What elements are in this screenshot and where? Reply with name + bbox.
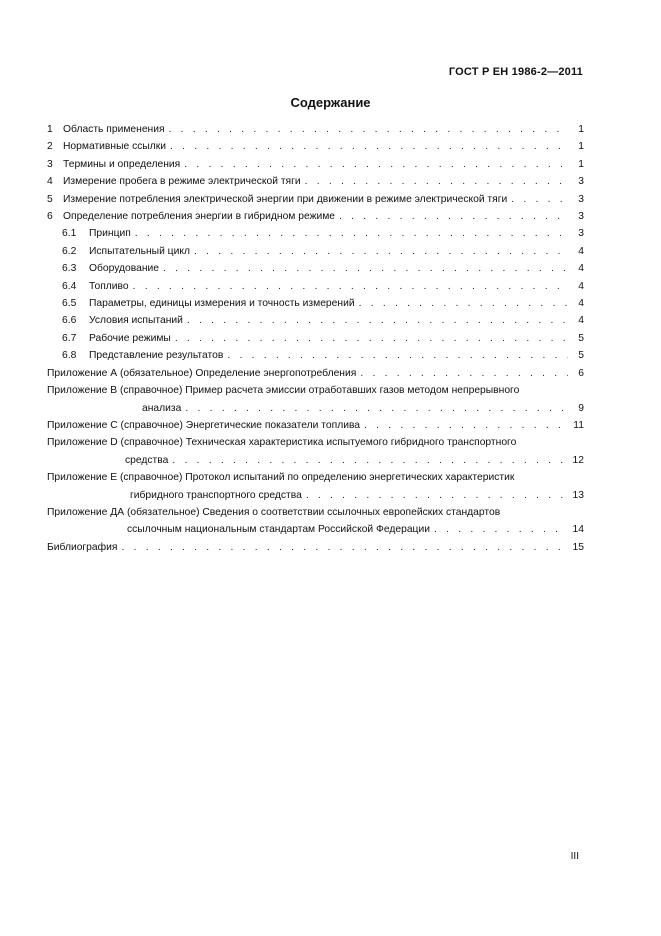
table-of-contents (47, 121, 584, 556)
toc-appendix-da[interactable] (47, 504, 584, 539)
toc-appendix-title: Приложение Е (справочное) Протокол испытаний по определению энергетических характеристик (47, 472, 515, 484)
toc-item-page: 4 (578, 245, 584, 257)
toc-appendix-title-cont: ссылочным национальным стандартам Российской Федерации (127, 524, 430, 536)
dot-leader (163, 260, 568, 277)
toc-item-title: Условия испытаний (89, 315, 183, 327)
toc-item-title: Измерение потребления электрической энергии при движении в режиме электрической тяги (63, 193, 508, 205)
toc-item-number: 2 (47, 141, 53, 153)
dot-leader (175, 330, 568, 347)
toc-appendix-page: 12 (572, 454, 584, 466)
toc-item-title: Термины и определения (63, 158, 181, 170)
toc-item-5[interactable] (47, 191, 584, 208)
toc-item-6-8[interactable] (47, 347, 584, 364)
toc-item-6-4[interactable] (47, 278, 584, 295)
toc-item-6[interactable] (47, 208, 584, 225)
toc-item-2[interactable] (47, 138, 584, 155)
dot-leader (170, 138, 568, 155)
dot-leader (169, 121, 568, 138)
toc-item-page: 4 (578, 298, 584, 310)
page-number: III (570, 851, 579, 862)
toc-appendix-title-cont: средства (125, 454, 169, 466)
toc-item-page: 4 (578, 263, 584, 275)
toc-appendix-page: 14 (572, 524, 584, 536)
toc-bibliography-page: 15 (572, 541, 584, 553)
toc-item-number: 6.1 (62, 228, 77, 240)
dot-leader (306, 487, 568, 504)
toc-item-number: 6.5 (62, 298, 77, 310)
dot-leader (434, 521, 568, 538)
toc-item-6-2[interactable] (47, 243, 584, 260)
toc-item-6-1[interactable] (47, 225, 584, 242)
toc-item-page: 4 (578, 315, 584, 327)
toc-item-page: 5 (578, 332, 584, 344)
toc-item-title: Испытательный цикл (89, 245, 190, 257)
dot-leader (360, 365, 568, 382)
toc-appendix-title: Приложение А (обязательное) Определение энергопотребления (47, 367, 357, 379)
toc-item-title: Определение потребления энергии в гибридном режиме (63, 211, 336, 223)
toc-item-title: Представление результатов (89, 350, 224, 362)
toc-item-1[interactable] (47, 121, 584, 138)
toc-item-title: Принцип (89, 228, 131, 240)
dot-leader (121, 539, 568, 556)
toc-item-number: 6.3 (62, 263, 77, 275)
toc-item-6-3[interactable] (47, 260, 584, 277)
toc-appendix-title: Приложение С (справочное) Энергетические показатели топлива (47, 419, 361, 431)
toc-item-6-5[interactable] (47, 295, 584, 312)
toc-appendix-title-cont: гибридного транспортного средства (130, 489, 302, 501)
dot-leader (187, 312, 568, 329)
toc-item-title: Измерение пробега в режиме электрической тяги (63, 176, 301, 188)
toc-item-6-7[interactable] (47, 330, 584, 347)
toc-appendix-page: 13 (572, 489, 584, 501)
dot-leader (359, 295, 568, 312)
toc-appendix-e[interactable] (47, 469, 584, 504)
dot-leader (135, 225, 568, 242)
dot-leader (305, 173, 568, 190)
toc-bibliography[interactable] (47, 539, 584, 556)
toc-bibliography-title: Библиография (47, 541, 118, 553)
toc-item-page: 1 (578, 158, 584, 170)
document-code: ГОСТ Р ЕН 1986-2—2011 (448, 66, 583, 78)
toc-item-number: 6 (47, 211, 53, 223)
dot-leader (184, 156, 568, 173)
toc-appendix-d[interactable] (47, 434, 584, 469)
dot-leader (194, 243, 568, 260)
toc-item-number: 6.6 (62, 315, 77, 327)
toc-item-title: Область применения (63, 124, 165, 135)
toc-item-page: 3 (578, 211, 584, 223)
dot-leader (185, 400, 568, 417)
toc-item-title: Рабочие режимы (89, 332, 171, 344)
dot-leader (364, 417, 568, 434)
toc-item-6-6[interactable] (47, 312, 584, 329)
toc-item-page: 1 (578, 141, 584, 153)
dot-leader (227, 347, 568, 364)
toc-item-number: 6.8 (62, 350, 77, 362)
toc-item-4[interactable] (47, 173, 584, 190)
toc-item-page: 3 (578, 193, 584, 205)
toc-appendix-title: Приложение ДА (обязательное) Сведения о соответствии ссылочных европейских стандартов (47, 506, 501, 518)
toc-item-page: 4 (578, 280, 584, 292)
toc-item-number: 5 (47, 193, 53, 205)
toc-item-3[interactable] (47, 156, 584, 173)
toc-item-page: 5 (578, 350, 584, 362)
dot-leader (511, 191, 568, 208)
toc-appendix-title: Приложение D (справочное) Техническая характеристика испытуемого гибридного транспортного (47, 437, 517, 449)
toc-item-page: 3 (578, 228, 584, 240)
toc-item-title: Параметры, единицы измерения и точность измерений (89, 298, 355, 310)
toc-appendix-b[interactable] (47, 382, 584, 417)
toc-appendix-c[interactable] (47, 417, 584, 434)
toc-item-number: 4 (47, 176, 53, 188)
toc-appendix-title: Приложение В (справочное) Пример расчета эмиссии отработавших газов методом непрерывного (47, 385, 520, 397)
dot-leader (339, 208, 568, 225)
toc-appendix-a[interactable] (47, 365, 584, 382)
toc-item-number: 6.2 (62, 245, 77, 257)
toc-item-number: 6.4 (62, 280, 77, 292)
dot-leader (133, 278, 568, 295)
dot-leader (172, 452, 568, 469)
toc-appendix-page: 9 (578, 402, 584, 414)
toc-item-title: Нормативные ссылки (63, 141, 167, 153)
toc-appendix-page: 6 (578, 367, 584, 379)
page-title: Содержание (290, 95, 371, 110)
toc-item-page: 3 (578, 176, 584, 188)
toc-item-page: 1 (578, 124, 584, 135)
toc-item-number: 1 (47, 124, 53, 135)
toc-item-title: Топливо (89, 280, 129, 292)
toc-appendix-title-cont: анализа (142, 402, 182, 414)
toc-item-number: 3 (47, 158, 53, 170)
toc-item-number: 6.7 (62, 332, 77, 344)
toc-appendix-page: 11 (573, 419, 584, 431)
toc-item-title: Оборудование (89, 263, 160, 275)
